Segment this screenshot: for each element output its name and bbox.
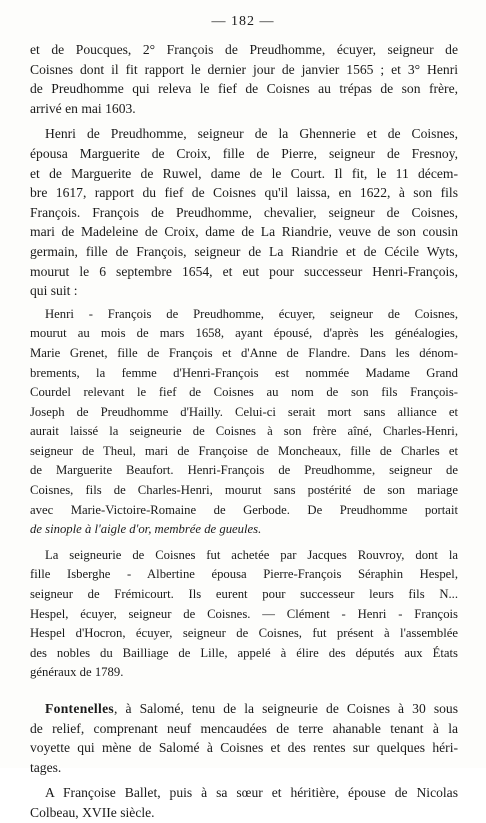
text-line: tages. — [30, 759, 62, 775]
text-line: bre 1617, rapport du fief de Coisnes qu'il laissa, en 1622, à son fils — [30, 185, 458, 201]
text-line: épousa Marguerite de Croix, fille de Pierre, seigneur de Fresnoy, — [30, 145, 458, 161]
text-line: Marie Grenet, fille de François et d'Anne de Flandre. Dans les dénom- — [30, 345, 458, 360]
text-line: Coisnes, fils de Charles-Henri, mourut sans postérité de son mariage — [30, 483, 458, 498]
text-line: seigneur de Frémicourt. Ils eurent pour successeur leurs fils N... — [30, 587, 458, 602]
text-line: généraux de 1789. — [30, 665, 124, 680]
text-line: mourut le 6 septembre 1654, et eut pour successeur Henri-François, — [30, 263, 458, 279]
text-line: Courdel relevant le fief de Coisnes au nom de son fils François- — [30, 385, 458, 400]
text-line: des nobles du Bailliage de Lille, appelé à élire des députés aux États — [30, 645, 458, 660]
text-line-rest: , à Salomé, tenu de la seigneurie de Coisnes à 30 sous — [114, 701, 458, 716]
page-number: — 182 — — [211, 14, 275, 29]
text-line: Hespel, écuyer, seigneur de Coisnes. — Clément - Henri - François — [30, 606, 458, 621]
paragraph-1 — [30, 40, 458, 118]
text-line: Hespel d'Hocron, écuyer, seigneur de Coisnes, fut présent à l'assemblée — [30, 626, 458, 641]
paragraph-2 — [30, 124, 458, 300]
text-line: et de Poucques, 2° François de Preudhomme, écuyer, seigneur de — [30, 42, 458, 57]
fief-entry-fontenelles — [30, 699, 458, 777]
text-line: fille Isberghe - Albertine épousa Pierre-François Séraphin Hespel, — [30, 567, 458, 582]
text-line — [30, 699, 458, 719]
text-line: arrivé en mai 1603. — [30, 100, 136, 116]
text-line: germain, fille de François, seigneur de La Riandrie et de Cécile Wyts, — [30, 243, 458, 259]
text-line: A Françoise Ballet, puis à sa sœur et héritière, épouse de Nicolas — [45, 785, 458, 801]
text-line: de Preudhomme qui releva le fief de Coisnes au trépas de son frère, — [30, 81, 458, 97]
text-line: mourut au mois de mars 1658, ayant épousé, d'après les généalogies, — [30, 326, 458, 341]
text-line: avec Marie-Victoire-Romaine de Gerbode. De Preudhomme portait — [30, 502, 458, 517]
text-line: seigneur de Theul, mari de Françoise de Moncheaux, fille de Charles et — [30, 443, 458, 458]
text-line: Henri de Preudhomme, seigneur de la Ghennerie et de Coisnes, — [45, 126, 458, 142]
text-line: Joseph de Preudhomme d'Hailly. Celui-ci serait mort sans alliance et — [30, 404, 458, 419]
text-line: qui suit : — [30, 283, 78, 299]
text-line: de relief, comprenant neuf mencaudées de terre ahanable tenant à la — [30, 720, 458, 736]
text-line: voyette qui mène de Salomé à Coisnes et des rentes sur quelques héri- — [30, 740, 458, 756]
text-line: brements, la femme d'Henri-François est nommée Madame Grand — [30, 365, 458, 380]
entry-heading: Fontenelles — [45, 701, 114, 716]
document-body — [30, 40, 458, 823]
heraldic-blazon: de sinople à l'aigle d'or, membrée de gueules. — [30, 522, 262, 537]
text-line: Colbeau, XVIIe siècle. — [30, 804, 155, 820]
text-line: et de Marguerite de Ruwel, dame de le Court. Il fit, le 11 décem- — [30, 165, 458, 181]
paragraph-6 — [30, 783, 458, 822]
text-line: Coisnes dont il fit rapport le dernier jour de janvier 1565 ; et 3° Henri — [30, 61, 458, 77]
text-line: François. François de Preudhomme, chevalier, seigneur de Coisnes, — [30, 204, 458, 220]
text-line: Henri - François de Preudhomme, écuyer, seigneur de Coisnes, — [45, 306, 458, 321]
text-line: La seigneurie de Coisnes fut achetée par Jacques Rouvroy, dont la — [45, 547, 458, 562]
text-line: mari de Madeleine de Croix, dame de La Riandrie, veuve de son cousin — [30, 224, 458, 240]
text-line: aurait laissé la seigneurie de Coisnes à son frère aîné, Charles-Henri, — [30, 424, 458, 439]
paragraph-4 — [30, 546, 458, 683]
text-line: de Marguerite Beaufort. Henri-François de Preudhomme, seigneur de — [30, 463, 458, 478]
paragraph-3 — [30, 305, 458, 540]
